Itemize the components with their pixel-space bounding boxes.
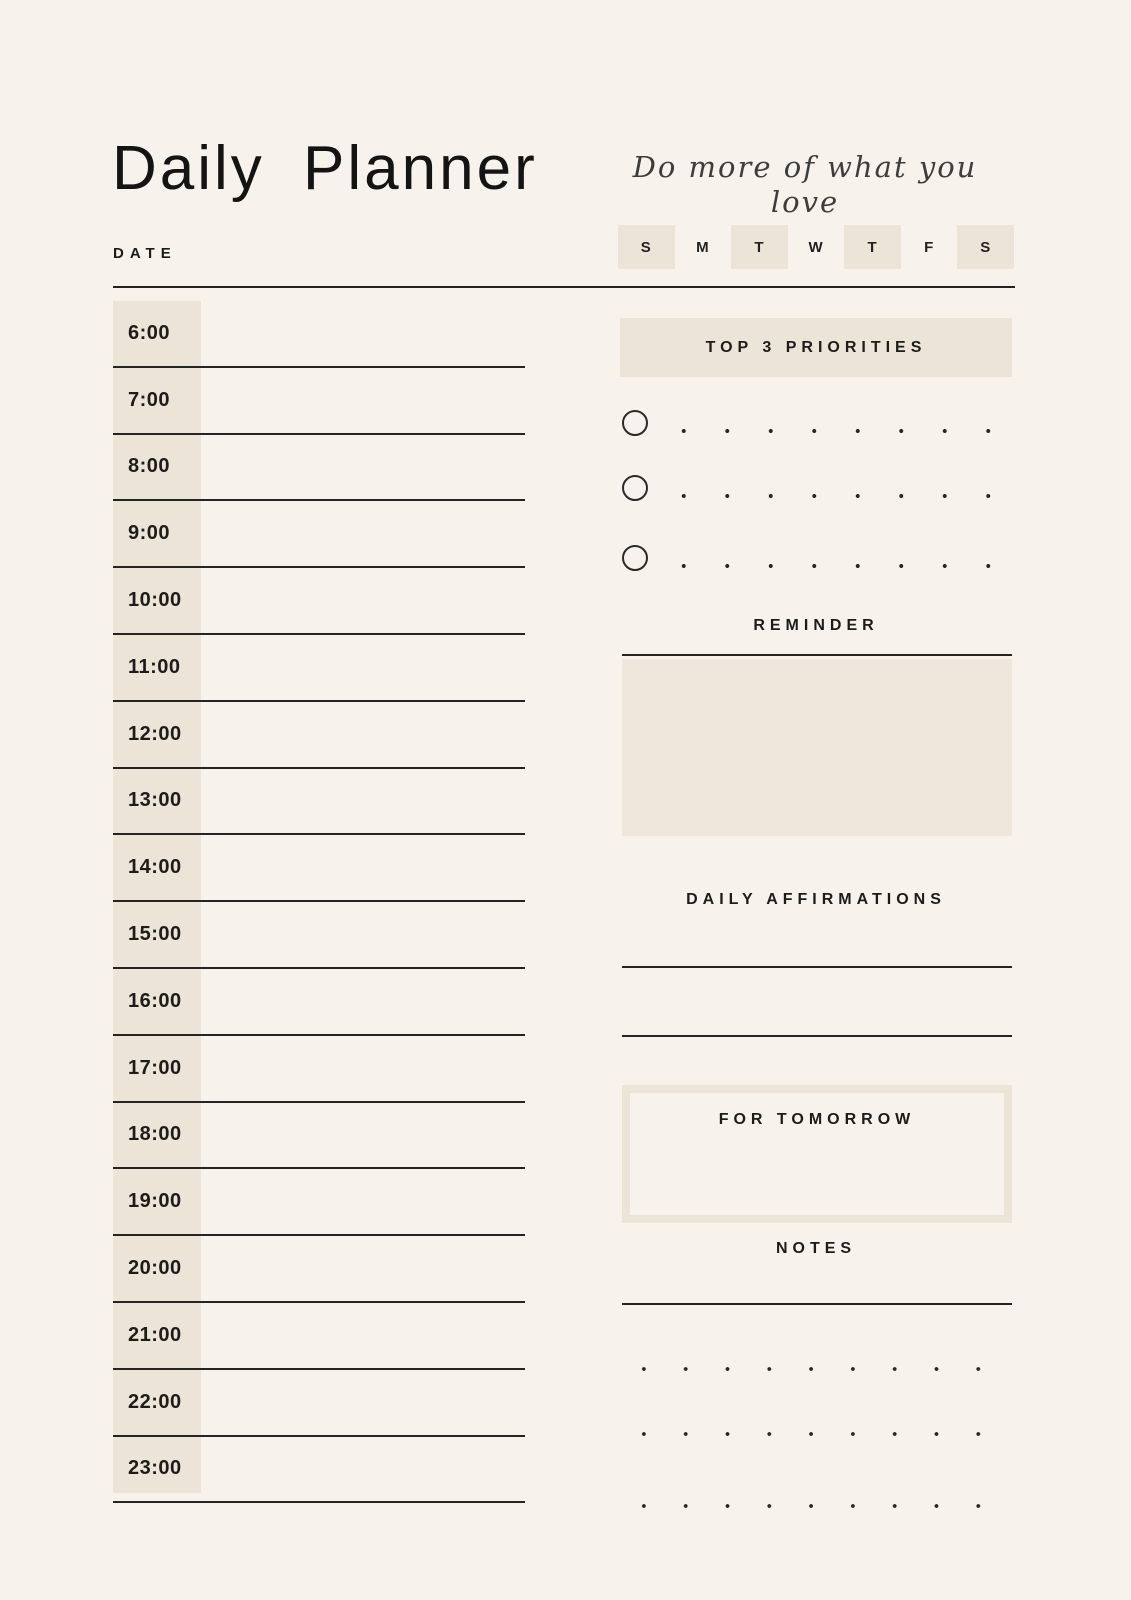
priority-dotted-line[interactable] [662,493,1012,499]
time-slot[interactable] [113,1169,525,1236]
day-wednesday[interactable]: W [808,238,824,256]
day-tuesday[interactable]: T [731,225,788,269]
affirmation-line-2[interactable] [622,1035,1012,1037]
time-label: 15:00 [128,923,182,946]
priority-circle-icon[interactable] [622,545,648,571]
time-label: 9:00 [128,522,171,545]
priority-row-1[interactable] [622,409,1012,436]
tomorrow-heading: FOR TOMORROW [718,1111,916,1128]
time-label: 19:00 [128,1190,182,1213]
priorities-header: TOP 3 PRIORITIES [620,318,1012,377]
week-day-row [618,225,1014,269]
time-label: 21:00 [128,1323,182,1346]
time-label: 18:00 [128,1123,182,1146]
time-label: 13:00 [128,789,182,812]
page-title: Daily Planner [112,134,538,203]
time-label: 22:00 [128,1390,182,1413]
time-slot[interactable] [113,1103,525,1170]
tomorrow-box[interactable] [622,1085,1012,1223]
reminder-line [622,654,1012,656]
schedule-grid [113,301,525,1503]
priority-row-2[interactable] [622,474,1012,501]
date-line[interactable] [113,286,1015,288]
time-label: 7:00 [128,388,171,411]
time-slot[interactable] [113,1370,525,1437]
time-slot[interactable] [113,301,525,368]
affirmation-line-1[interactable] [622,966,1012,968]
time-label: 16:00 [128,989,182,1012]
priority-row-3[interactable] [622,544,1012,571]
reminder-box[interactable] [622,659,1012,836]
time-label: 10:00 [128,589,182,612]
time-slot[interactable] [113,835,525,902]
notes-dotted-row-1[interactable] [623,1366,1001,1372]
time-label: 23:00 [128,1457,182,1480]
time-slot[interactable] [113,769,525,836]
time-slot[interactable] [113,902,525,969]
reminder-heading: REMINDER [753,617,879,634]
time-label: 12:00 [128,722,182,745]
priority-circle-icon[interactable] [622,475,648,501]
priority-dotted-line[interactable] [662,428,1012,434]
time-slot[interactable] [113,1036,525,1103]
notes-line [622,1303,1012,1305]
notes-dotted-row-3[interactable] [623,1503,1001,1509]
time-label: 20:00 [128,1257,182,1280]
time-label: 11:00 [128,655,181,678]
time-label: 14:00 [128,856,182,879]
day-monday[interactable]: M [696,238,710,256]
tagline-quote: Do more of what you love [632,150,978,219]
notes-dotted-row-2[interactable] [623,1431,1001,1437]
priority-dotted-line[interactable] [662,563,1012,569]
time-slot[interactable] [113,969,525,1036]
time-label: 6:00 [128,321,171,344]
date-label: DATE [113,245,177,262]
day-friday[interactable]: F [924,238,935,256]
time-slot[interactable] [113,368,525,435]
day-saturday[interactable]: S [957,225,1014,269]
affirmations-heading: DAILY AFFIRMATIONS [686,891,946,908]
day-sunday[interactable]: S [618,225,675,269]
time-slot[interactable] [113,635,525,702]
time-slot[interactable] [113,501,525,568]
time-slot[interactable] [113,568,525,635]
time-label: 8:00 [128,455,171,478]
notes-heading: NOTES [775,1240,857,1257]
time-slot[interactable] [113,1236,525,1303]
time-slot[interactable] [113,435,525,502]
day-thursday[interactable]: T [844,225,901,269]
time-slot[interactable] [113,1303,525,1370]
time-slot[interactable] [113,1437,525,1504]
time-label: 17:00 [128,1056,182,1079]
priority-circle-icon[interactable] [622,410,648,436]
time-slot[interactable] [113,702,525,769]
